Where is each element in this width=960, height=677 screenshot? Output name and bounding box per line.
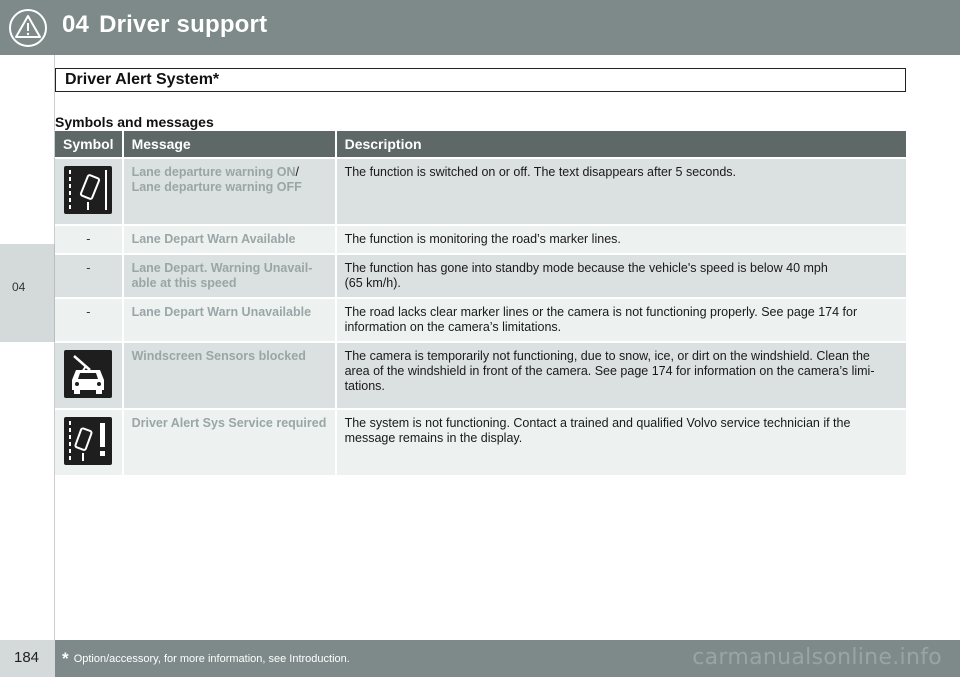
message-separator: / bbox=[295, 165, 299, 179]
section-title-box bbox=[55, 68, 906, 92]
chapter-side-tab[interactable] bbox=[0, 244, 55, 342]
symbol-cell bbox=[55, 254, 123, 298]
message-text: Lane departure warning OFF bbox=[131, 180, 302, 194]
message-text: Lane Depart. Warning Unavail-able at this speed bbox=[131, 261, 313, 290]
message-cell bbox=[123, 254, 336, 298]
table-row bbox=[55, 342, 906, 409]
windscreen-sensor-icon bbox=[64, 350, 112, 398]
footnote bbox=[62, 649, 350, 669]
chapter-number: 04 bbox=[62, 11, 90, 38]
symbol-cell bbox=[55, 225, 123, 254]
description-line: The function has gone into standby mode because the vehicle's speed is below 40 mph bbox=[344, 261, 828, 275]
table-row bbox=[55, 254, 906, 298]
description-cell: The camera is temporarily not functioning, due to snow, ice, or dirt on the windshield. Clean the area of the windshield in front of the camera. See page 174 for information on the camera’s limi-tations. bbox=[336, 342, 906, 409]
message-cell bbox=[123, 409, 336, 475]
watermark: carmanualsonline.info bbox=[692, 645, 942, 670]
chapter-title bbox=[62, 11, 267, 39]
lane-departure-service-icon bbox=[64, 417, 112, 465]
symbol-cell bbox=[55, 409, 123, 475]
side-tab-label: 04 bbox=[12, 280, 26, 294]
lane-departure-icon bbox=[64, 166, 112, 214]
chapter-header bbox=[0, 0, 960, 55]
description-cell: The system is not functioning. Contact a trained and qualified Volvo service technician if the message remains in the display. bbox=[336, 409, 906, 475]
page-number-box bbox=[0, 640, 55, 677]
message-cell bbox=[123, 225, 336, 254]
message-cell bbox=[123, 342, 336, 409]
page-footer bbox=[0, 640, 960, 677]
page-number: 184 bbox=[14, 649, 40, 666]
description-cell bbox=[336, 254, 906, 298]
message-text: Lane departure warning ON bbox=[131, 165, 296, 179]
symbol-dash: - bbox=[86, 261, 91, 275]
symbol-cell bbox=[55, 342, 123, 409]
symbol-cell bbox=[55, 298, 123, 342]
column-header-symbol: Symbol bbox=[55, 131, 123, 158]
subheading: Symbols and messages bbox=[55, 114, 214, 130]
table-row bbox=[55, 298, 906, 342]
symbol-dash: - bbox=[86, 305, 91, 319]
warning-triangle-icon bbox=[0, 0, 55, 55]
message-cell bbox=[123, 298, 336, 342]
description-cell: The function is monitoring the road’s marker lines. bbox=[336, 225, 906, 254]
column-header-description: Description bbox=[336, 131, 906, 158]
footnote-text: Option/accessory, for more information, see Introduction. bbox=[73, 653, 350, 665]
description-cell: The road lacks clear marker lines or the camera is not functioning properly. See page 174 for information on the camera’s limitations. bbox=[336, 298, 906, 342]
description-cell: The function is switched on or off. The text disappears after 5 seconds. bbox=[336, 158, 906, 225]
table-row bbox=[55, 409, 906, 475]
column-header-message: Message bbox=[123, 131, 336, 158]
message-text: Lane Depart Warn Unavailable bbox=[131, 305, 312, 319]
table-row bbox=[55, 158, 906, 225]
symbols-messages-table bbox=[55, 131, 906, 475]
chapter-title-text: Driver support bbox=[99, 11, 268, 38]
message-text: Lane Depart Warn Available bbox=[131, 232, 296, 246]
message-cell bbox=[123, 158, 336, 225]
footnote-star: * bbox=[62, 649, 69, 668]
table-header-row bbox=[55, 131, 906, 158]
section-title: Driver Alert System* bbox=[65, 71, 220, 88]
message-text: Driver Alert Sys Service required bbox=[131, 416, 327, 430]
symbol-cell bbox=[55, 158, 123, 225]
symbol-dash: - bbox=[86, 232, 91, 246]
description-line: (65 km/h). bbox=[344, 276, 401, 290]
message-text: Windscreen Sensors blocked bbox=[131, 349, 306, 363]
table-row bbox=[55, 225, 906, 254]
